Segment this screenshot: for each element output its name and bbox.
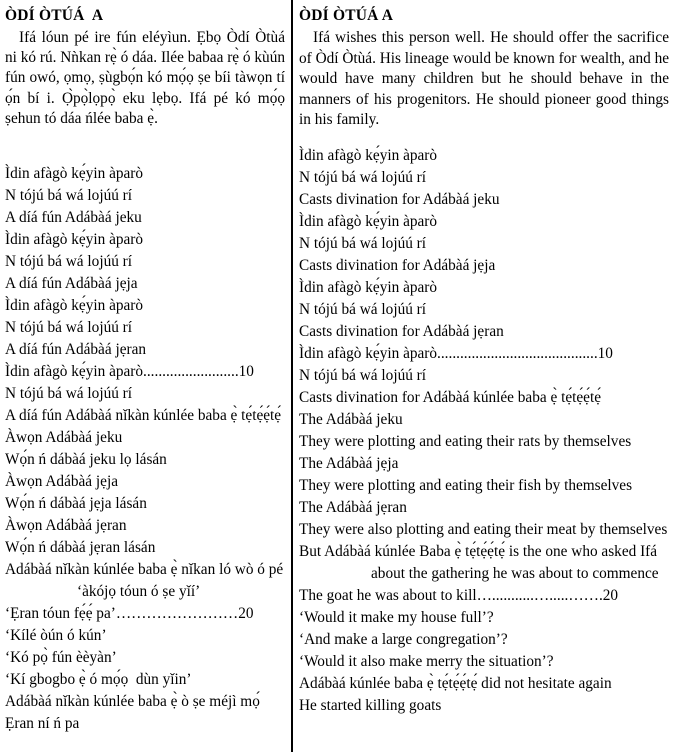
verse-line: Àwọn Adábàá jẹja [5, 473, 118, 491]
verse-line: N tójú bá wá lojúú rí [5, 319, 133, 337]
verse-line: Adábàá kúnlée baba ẹ̀ tẹ́tẹ́ẹ́tẹ́ did not hesitate again [299, 674, 612, 692]
verse-line: Àwọn Adábàá jeku [5, 429, 123, 447]
verse-line-numbered: The goat he was about to kill…...........….....…….20 [299, 586, 619, 604]
verse-line: N tójú bá wá lojúú rí [299, 234, 427, 252]
verse-line: They were plotting and eating their fish by themselves [299, 476, 633, 494]
left-spacer [5, 129, 285, 163]
left-verse-block [5, 163, 288, 735]
verse-line: Casts divination for Adábàá jẹran [299, 322, 504, 340]
verse-line: Casts divination for Adábàá kúnlée baba ẹ̀ tẹ́tẹ́ẹ́tẹ́ [299, 388, 602, 406]
verse-line: He started killing goats [299, 696, 442, 714]
verse-line: Wọ́n ń dábàá jẹran lásán [5, 539, 156, 557]
verse-line: A díá fún Adábàá nǐkàn kúnlée baba ẹ̀ tẹ́tẹ́ẹ́tẹ́ [5, 407, 282, 425]
verse-line: N tójú bá wá lojúú rí [299, 300, 427, 318]
verse-line: Wọ́n ń dábàá jẹja lásán [5, 495, 147, 513]
verse-line: ‘Kó pọ̀ fún èèyàn’ [5, 649, 117, 667]
verse-line: Casts divination for Adábàá jẹja [299, 256, 496, 274]
verse-line: N tójú bá wá lojúú rí [5, 187, 133, 205]
verse-line-numbered: Ìdin afàgò kẹ́yin àparò..........................................10 [299, 344, 613, 362]
verse-line: They were also plotting and eating their meat by themselves [299, 520, 668, 538]
verse-line: N tójú bá wá lojúú rí [299, 366, 427, 384]
verse-line: Wọ́n ń dábàá jeku lọ lásán [5, 451, 167, 469]
verse-line: But Adábàá kúnlée Baba ẹ̀ tẹ́tẹ́ẹ́tẹ́ is the one who asked Ifá about the gathering he was about to commence [299, 542, 661, 582]
verse-line: Adábàá nǐkàn kúnlée baba ẹ̀ nǐkan ló wò ó pé ‘àkójọ tóun ó ṣe yǐí’ [5, 561, 288, 601]
verse-line: Ìdin afàgò kẹ́yin àparò [299, 212, 438, 230]
verse-line: ‘Kí gbogbo ẹ̀ ó mọ́ọ dùn yǐin’ [5, 671, 192, 689]
verse-line: The Adábàá jẹran [299, 498, 407, 516]
right-spacer [299, 131, 669, 145]
verse-line: ‘Kílé òún ó kún’ [5, 627, 107, 645]
right-verse-block [299, 145, 669, 717]
right-odu-title: ÒDÍ ÒTÚÁ A [299, 7, 394, 24]
verse-line: A díá fún Adábàá jẹran [5, 341, 147, 359]
verse-line-numbered: ‘Ẹran tóun fẹ́ẹ́ pa’……………………20 [5, 605, 254, 623]
verse-line: ‘Would it make my house full’? [299, 608, 494, 626]
left-intro-paragraph: Ifá lóun pé ire fún eléyìun. Ẹbọ Òdí Òtùá ni kó rú. Nǹkan rẹ̀ ó dáa. Ilée babaa rẹ̀ ó kùún fún owó, ọmọ, ṣùgbọ́n kó mọ́ọ ṣe bíi tàwọn tí ọ́n bí i. Ọ̀pọ̀lọpọ̀ eku lẹbọ. Ifá pé kó mọ́ọ ṣehun tó dáa ńlée baba ẹ̀. [5, 29, 285, 127]
verse-line: They were plotting and eating their rats by themselves [299, 432, 632, 450]
verse-line: Ìdin afàgò kẹ́yin àparò [299, 146, 438, 164]
verse-line: N tójú bá wá lojúú rí [5, 253, 133, 271]
right-column-english [293, 0, 677, 752]
verse-line: Àwọn Adábàá jẹran [5, 517, 127, 535]
verse-line: Ìdin afàgò kẹ́yin àparò [299, 278, 438, 296]
verse-line: Ẹran ní ń pa [5, 715, 80, 733]
verse-line: A díá fún Adábàá jẹja [5, 275, 138, 293]
verse-line: N tójú bá wá lojúú rí [299, 168, 427, 186]
verse-line: Ìdin afàgò kẹ́yin àparò [5, 297, 144, 315]
verse-line: Ìdin afàgò kẹ́yin àparò [5, 165, 144, 183]
left-column-yoruba [0, 0, 291, 752]
verse-line: ‘Would it also make merry the situation’? [299, 652, 554, 670]
verse-line-numbered: Ìdin afàgò kẹ́yin àparò.........................10 [5, 363, 254, 381]
verse-line: Adábàá nǐkàn kúnlée baba ẹ̀ ò ṣe méjì mọ́ [5, 693, 260, 711]
verse-line: The Adábàá jeku [299, 410, 403, 428]
verse-line: A díá fún Adábàá jeku [5, 209, 142, 227]
left-odu-title: ÒDÍ ÒTÚÁ A [5, 7, 104, 24]
verse-line: N tójú bá wá lojúú rí [5, 385, 133, 403]
verse-line: The Adábàá jẹja [299, 454, 399, 472]
verse-line: Ìdin afàgò kẹ́yin àparò [5, 231, 144, 249]
verse-line: Casts divination for Adábàá jeku [299, 190, 500, 208]
verse-line: ‘And make a large congregation’? [299, 630, 508, 648]
right-intro-paragraph: Ifá wishes this person well. He should offer the sacrifice of Òdí Òtùá. His lineage would be known for wealth, and he would have many children but he should behave in the manners of his progenitors. He should pioneer good things in his family. [299, 29, 670, 128]
